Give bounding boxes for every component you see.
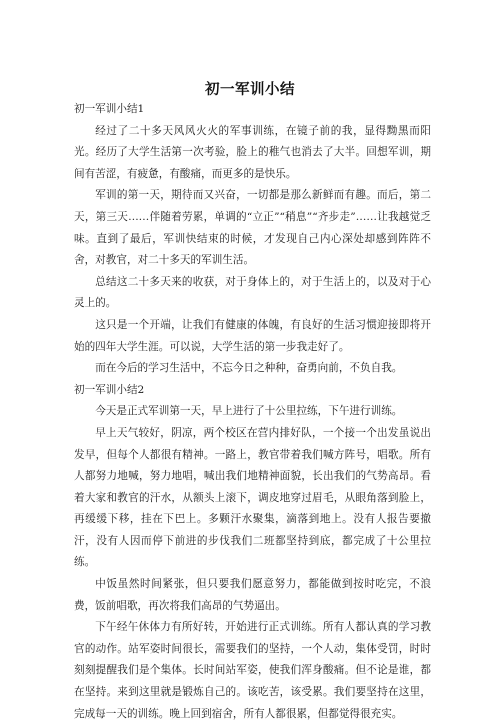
paragraph: 中饭虽然时间紧张，但只要我们愿意努力，都能做到按时吃完，不浪费，饭前唱歌，再次将我们高昂的气势逼出。: [74, 578, 431, 612]
paragraph: 军训的第一天，期待而又兴奋，一切都是那么新鲜而有趣。而后，第二天，第三天……伴随着劳累，单调的“立正”“稍息”“齐步走”……让我越觉乏味。直到了最后，军训快结束的时候，才发现自己内心深处却感到阵阵不舍，对教官，对二十多天的军训生活。: [74, 189, 431, 267]
document-body: [74, 99, 431, 725]
paragraph: 总结这二十多天来的收获，对于身体上的，对于生活上的，以及对于心灵上的。: [74, 275, 431, 310]
section-heading: 初一军训小结2: [74, 383, 145, 396]
paragraph: 今天是正式军训第一天，早上进行了十公里拉练，下午进行训练。: [95, 405, 403, 418]
paragraph: 而在今后的学习生活中，不忘今日之种种，奋勇向前，不负自我。: [95, 362, 403, 375]
section-heading: 初一军训小结1: [74, 103, 145, 115]
paragraph: 这只是一个开端，让我们有健康的体魄，有良好的生活习惯迎接即将开始的四年大学生涯。可以说，大学生活的第一步我走好了。: [74, 318, 431, 353]
document-title: 初一军训小结: [205, 82, 295, 98]
paragraph: 早上天气较好，阴凉，两个校区在营内排好队，一个接一个出发虽说出发早，但每个人都很有精神。一路上，教官带着我们喊方阵号，唱歌。所有人都努力地喊，努力地唱，喊出我们地精神面貌，长出我们的气势高昂。看着大家和教官的汗水，从额头上滚下，调皮地穿过眉毛，从眼角落到脸上，再缓缓下移，挂在下巴上。多颗汗水聚集，滴落到地上。没有人报告要撤汗，没有人因而停下前进的步伐我们二班都坚持到底，都完成了十公里拉练。: [74, 426, 431, 569]
paragraph: 下午经午休体力有所好转，开始进行正式训练。所有人都认真的学习教官的动作。站军姿时间很长，需要我们的坚持，一个人动，集体受罚，时时刻刻提醒我们是个集体。长时间站军姿，使我们浑身酸痛。但不论是谁，都在坚持。来到这里就是锻炼自己的。该吃苦，该受累。我们要坚持在这里，完成每一天的训练。晚上回到宿舍，所有人都很累，但都觉得很充实。: [74, 621, 431, 720]
paragraph: 经过了二十多天风风火火的军事训练，在镜子前的我，显得黝黑而阳光。经历了大学生活第一次考验，脸上的稚气也消去了大半。回想军训，期间有苦涩，有疲惫，有酸痛，而更多的是快乐。: [74, 124, 431, 180]
